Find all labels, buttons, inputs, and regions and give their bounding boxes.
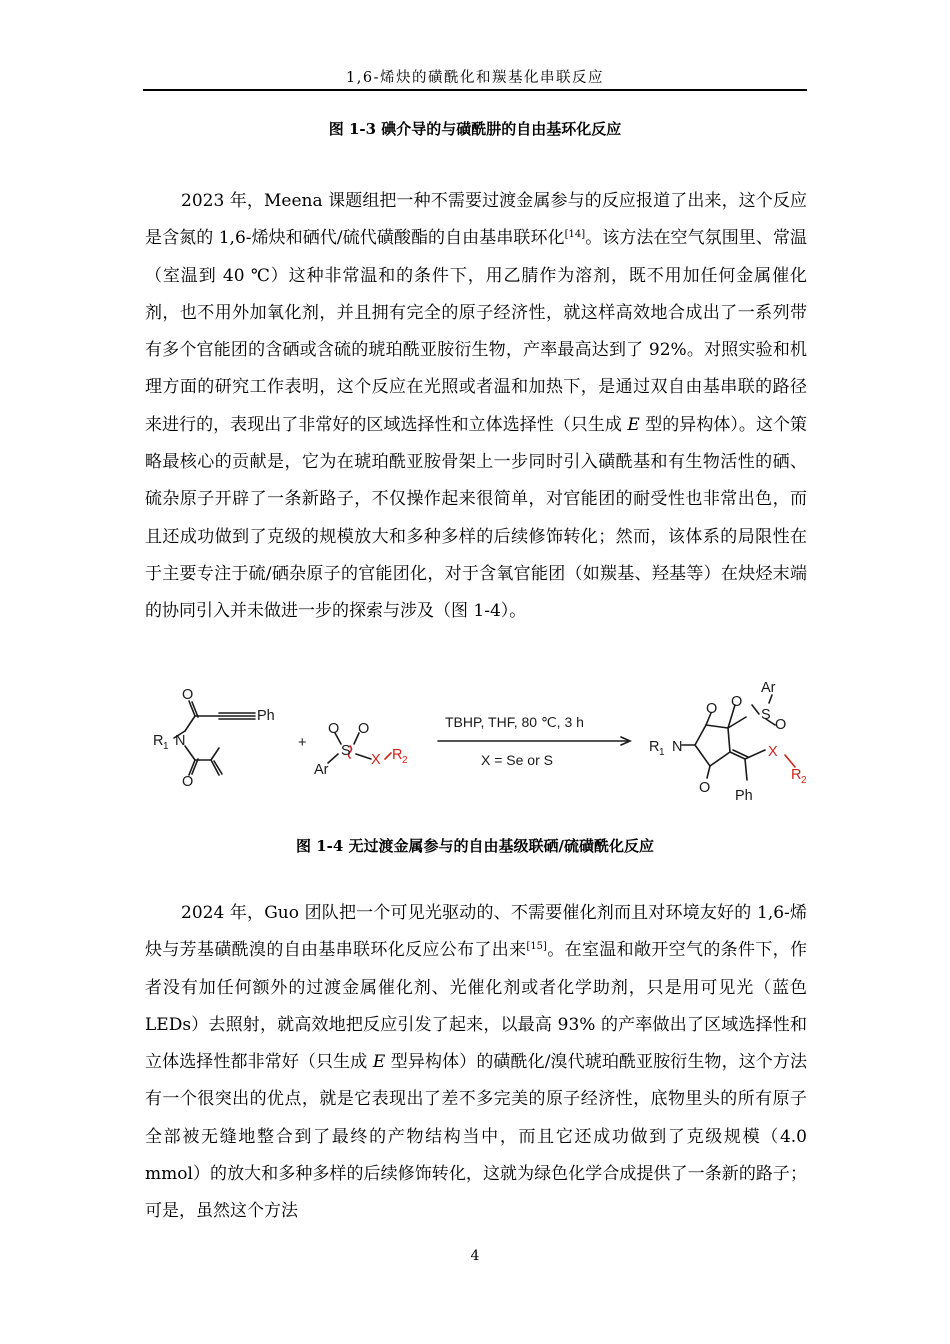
- r1-label: R: [153, 733, 164, 749]
- product-x-label: X: [768, 744, 778, 760]
- product-aryl-label: Ar: [761, 680, 776, 696]
- reaction-scheme-1-4: [145, 675, 810, 805]
- product-sulfonyl-o1: O: [731, 694, 743, 710]
- paragraph-1-part2: 。该方法在空气氛围里、常温（室温到 40 ℃）这种非常温和的条件下，用乙腈作为溶剂，既不用加任何金属催化剂，也不用外加氧化剂，并且拥有完全的原子经济性，就这样高效地合成出了一系列带有多个官能团的含硒或含硫的琥珀酰亚胺衍生物，产率最高达到了 92%。对照实验和机理方面的研究工作表明，这个反应在光照或者温和加热下，是通过双自由基串联的路径来进行的，表现出了非常好的区域选择性和立体选择性（只生成: [145, 228, 807, 435]
- page-number: 4: [470, 1248, 480, 1264]
- paragraph-1: [145, 183, 807, 631]
- paragraph-2-e-isomer: E: [372, 1052, 386, 1073]
- sulfonyl-o1-label: O: [328, 721, 340, 737]
- paragraph-2-part3: 型异构体）的磺酰化/溴代琥珀酰亚胺衍生物，这个方法有一个很突出的优点，就是它表现出了差不多完美的原子经济性，底物里头的所有原子全部被无缝地整合到了最终的产物结构当中，而且它还成功做到了克级规模（4.0 mmol）的放大和多种多样的后续修饰转化，这就为绿色化学合成提供了一条新的路子；可是，虽然这个方法: [145, 1052, 808, 1222]
- sulfonyl-o2-label: O: [358, 721, 370, 737]
- product-nitrogen-label: N: [672, 739, 683, 755]
- paragraph-1-part3: 型的异构体）。这个策略最核心的贡献是，它为在琥珀酰亚胺骨架上一步同时引入磺酰基和有生物活性的硒、硫杂原子开辟了一条新路子，不仅操作起来很简单，对官能团的耐受性也非常出色，而且还成功做到了克级的规模放大和多种多样的后续修饰转化；然而，该体系的局限性在于主要专注于硫/硒杂原子的官能团化，对于含氧官能团（如羰基、羟基等）在炔烃末端的协同引入并未做进一步的探索与涉及（图 1-4）。: [145, 414, 808, 622]
- plus-sign: +: [298, 735, 307, 751]
- paragraph-2-part2: 。在室温和敞开空气的条件下，作者没有加任何额外的过渡金属催化剂、光催化剂或者化学助剂，只是用可见光（蓝色 LEDs）去照射，就高效地把反应引发了起来，以最高 93% 的产率做出了区域选择性和立体选择性都非常好（只生成: [145, 940, 808, 1073]
- product-oxygen-top: O: [706, 701, 718, 717]
- product-r2-label: R: [791, 767, 802, 783]
- oxygen-bottom-label: O: [182, 774, 194, 790]
- aryl-label: Ar: [314, 762, 329, 778]
- product-sulfur-label: S: [761, 707, 771, 723]
- r2-subscript: 2: [402, 755, 408, 766]
- header-rule: [143, 89, 807, 91]
- conditions-bottom: X = Se or S: [481, 752, 553, 768]
- citation-14: [14]: [564, 229, 586, 241]
- paragraph-2-part1: 2024 年，Guo 团队把一个可见光驱动的、不需要催化剂而且对环境友好的 1,6-烯炔与芳基磺酰溴的自由基串联环化反应公布了出来: [145, 903, 807, 961]
- conditions-top: TBHP, THF, 80 ℃, 3 h: [445, 714, 584, 730]
- x-heteroatom-label: X: [371, 752, 381, 768]
- figure-1-4-caption: 图 1-4 无过渡金属参与的自由基级联硒/硫磺酰化反应: [295, 837, 655, 855]
- product-r1-subscript: 1: [659, 747, 665, 758]
- nitrogen-label: N: [175, 733, 186, 749]
- product-r1-label: R: [649, 739, 660, 755]
- citation-15: [15]: [526, 941, 547, 953]
- product-oxygen-bottom: O: [699, 780, 711, 796]
- product-r2-subscript: 2: [801, 775, 807, 786]
- phenyl-label: Ph: [257, 708, 275, 724]
- sulfur-label: S: [341, 743, 351, 759]
- oxygen-top-label: O: [182, 687, 194, 703]
- product-phenyl-label: Ph: [735, 788, 753, 804]
- paragraph-1-part1: 2023 年，Meena 课题组把一种不需要过渡金属参与的反应报道了出来，这个反应是含氮的 1,6-烯炔和硒代/硫代磺酸酯的自由基串联环化: [145, 191, 807, 249]
- r1-subscript: 1: [163, 741, 169, 752]
- r2-label: R: [392, 747, 403, 763]
- product-sulfonyl-o2: O: [775, 717, 787, 733]
- paragraph-1-e-isomer: E: [627, 414, 640, 435]
- running-header: 1,6-烯炔的磺酰化和羰基化串联反应: [346, 70, 604, 86]
- paragraph-2: [145, 895, 807, 1231]
- figure-1-3-caption: 图 1-3 碘介导的与磺酰肼的自由基环化反应: [328, 120, 622, 138]
